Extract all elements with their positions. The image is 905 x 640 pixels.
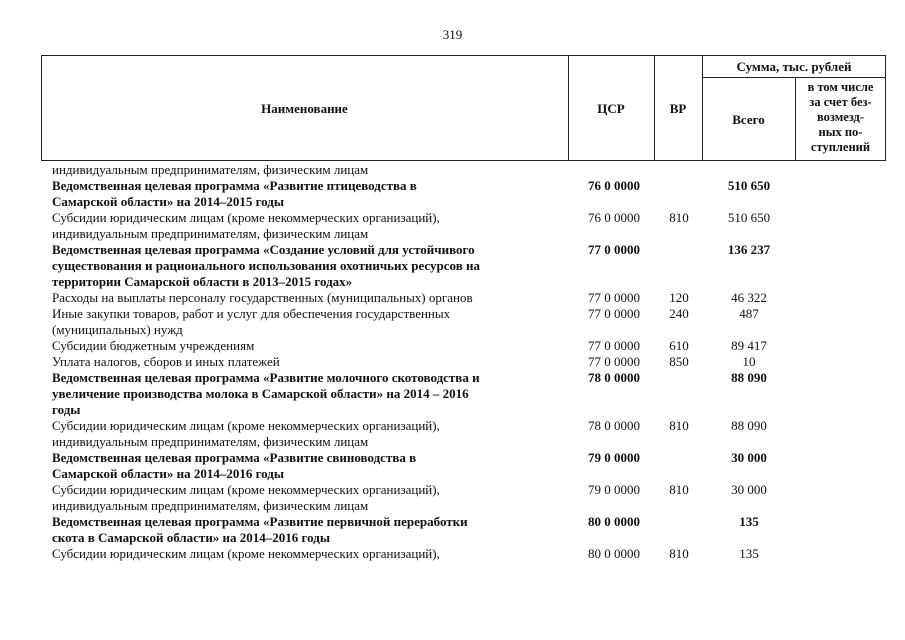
row-total: 46 322 [731, 290, 767, 305]
header-csr: ЦСР [597, 101, 625, 116]
row-name [52, 306, 568, 338]
row-csr: 76 0 0000 [588, 178, 640, 193]
row-csr: 77 0 0000 [588, 290, 640, 305]
row-name-line: Ведомственная целевая программа «Развитие молочного скотоводства и [52, 370, 480, 385]
row-vr: 240 [669, 306, 689, 321]
program-row [0, 242, 905, 290]
row-name-line: (муниципальных) нужд [52, 322, 183, 337]
row-csr: 80 0 0000 [588, 546, 640, 561]
row-name-line: Субсидии юридическим лицам (кроме некоммерческих организаций), [52, 546, 440, 561]
table-row [0, 162, 905, 178]
row-name-line: Расходы на выплаты персоналу государственных (муниципальных) органов [52, 290, 473, 305]
row-csr: 76 0 0000 [588, 210, 640, 225]
row-csr: 78 0 0000 [588, 418, 640, 433]
table-row [0, 418, 905, 450]
header-gratuitous-line: ных по- [818, 125, 863, 139]
row-name-line: Ведомственная целевая программа «Создание условий для устойчивого [52, 242, 475, 257]
table-body [0, 162, 905, 562]
row-name [52, 162, 568, 178]
row-name-line: Субсидии юридическим лицам (кроме некоммерческих организаций), [52, 210, 440, 225]
row-total: 510 650 [727, 178, 771, 193]
row-name [52, 354, 568, 370]
header-gratuitous-line: ступлений [810, 140, 871, 154]
table-row [0, 546, 905, 562]
row-name-line: Ведомственная целевая программа «Развитие птицеводства в [52, 178, 417, 193]
row-total: 30 000 [731, 482, 767, 497]
row-csr: 78 0 0000 [588, 370, 640, 385]
row-name-line: Субсидии бюджетным учреждениям [52, 338, 255, 353]
row-total: 135 [739, 546, 759, 561]
row-name [52, 450, 568, 482]
program-row [0, 370, 905, 418]
header-gratuitous-line: за счет без- [809, 95, 872, 109]
row-vr: 850 [669, 354, 689, 369]
row-vr: 810 [669, 482, 689, 497]
row-name-line: Ведомственная целевая программа «Развитие свиноводства в [52, 450, 417, 465]
row-name-line: индивидуальным предпринимателям, физическим лицам [52, 498, 369, 513]
header-bottom-border [41, 160, 886, 161]
row-name-line: территории Самарской области в 2013–2015 годах» [52, 274, 353, 289]
row-vr: 610 [669, 338, 689, 353]
row-total: 136 237 [727, 242, 771, 257]
row-name [52, 178, 568, 210]
row-csr: 77 0 0000 [588, 338, 640, 353]
row-csr: 77 0 0000 [588, 354, 640, 369]
header-gratuitous [795, 80, 886, 155]
row-name-line: Уплата налогов, сборов и иных платежей [52, 354, 280, 369]
header-gratuitous-line: возмезд- [816, 110, 865, 124]
row-csr: 80 0 0000 [588, 514, 640, 529]
row-vr: 120 [669, 290, 689, 305]
header-gratuitous-line: в том числе [807, 80, 874, 94]
program-row [0, 450, 905, 482]
row-name [52, 482, 568, 514]
table-row [0, 482, 905, 514]
row-name-line: Самарской области» на 2014–2016 годы [52, 466, 285, 481]
program-row [0, 514, 905, 546]
program-row [0, 178, 905, 210]
row-total: 487 [739, 306, 759, 321]
row-name-line: Иные закупки товаров, работ и услуг для обеспечения государственных [52, 306, 451, 321]
row-name [52, 514, 568, 546]
table-row [0, 354, 905, 370]
row-name-line: Самарской области» на 2014–2015 годы [52, 194, 285, 209]
row-total: 135 [739, 514, 759, 529]
row-csr: 77 0 0000 [588, 242, 640, 257]
row-name [52, 338, 568, 354]
row-vr: 810 [669, 546, 689, 561]
row-csr: 79 0 0000 [588, 482, 640, 497]
header-total: Всего [732, 112, 765, 127]
table-row [0, 290, 905, 306]
row-total: 88 090 [731, 418, 767, 433]
table-row [0, 338, 905, 354]
row-total: 30 000 [731, 450, 767, 465]
header-vr: ВР [669, 101, 687, 116]
row-name-line: индивидуальным предпринимателям, физическим лицам [52, 434, 369, 449]
table-row [0, 210, 905, 242]
row-name-line: Субсидии юридическим лицам (кроме некоммерческих организаций), [52, 482, 440, 497]
row-name-line: Ведомственная целевая программа «Развитие первичной переработки [52, 514, 468, 529]
row-vr: 810 [669, 418, 689, 433]
row-name-line: существования и рационального использования охотничьих ресурсов на [52, 258, 480, 273]
row-name-line: скота в Самарской области» на 2014–2016 годы [52, 530, 330, 545]
row-name-line: увеличение производства молока в Самарской области» на 2014 – 2016 [52, 386, 469, 401]
row-total: 10 [742, 354, 756, 369]
row-vr: 810 [669, 210, 689, 225]
row-name [52, 370, 568, 418]
row-total: 510 650 [727, 210, 771, 225]
row-csr: 79 0 0000 [588, 450, 640, 465]
row-csr: 77 0 0000 [588, 306, 640, 321]
row-total: 88 090 [731, 370, 767, 385]
header-name: Наименование [261, 101, 348, 116]
header-sum-group: Сумма, тыс. рублей [736, 59, 852, 74]
row-total: 89 417 [731, 338, 767, 353]
row-name-line: индивидуальным предпринимателям, физическим лицам [52, 162, 369, 177]
row-name-line: годы [52, 402, 81, 417]
row-name [52, 418, 568, 450]
table-row [0, 306, 905, 338]
page-number: 319 [442, 27, 463, 42]
row-name [52, 290, 568, 306]
row-name [52, 546, 568, 562]
row-name-line: Субсидии юридическим лицам (кроме некоммерческих организаций), [52, 418, 440, 433]
row-name [52, 242, 568, 290]
row-name [52, 210, 568, 242]
header-divider [702, 77, 886, 78]
row-name-line: индивидуальным предпринимателям, физическим лицам [52, 226, 369, 241]
